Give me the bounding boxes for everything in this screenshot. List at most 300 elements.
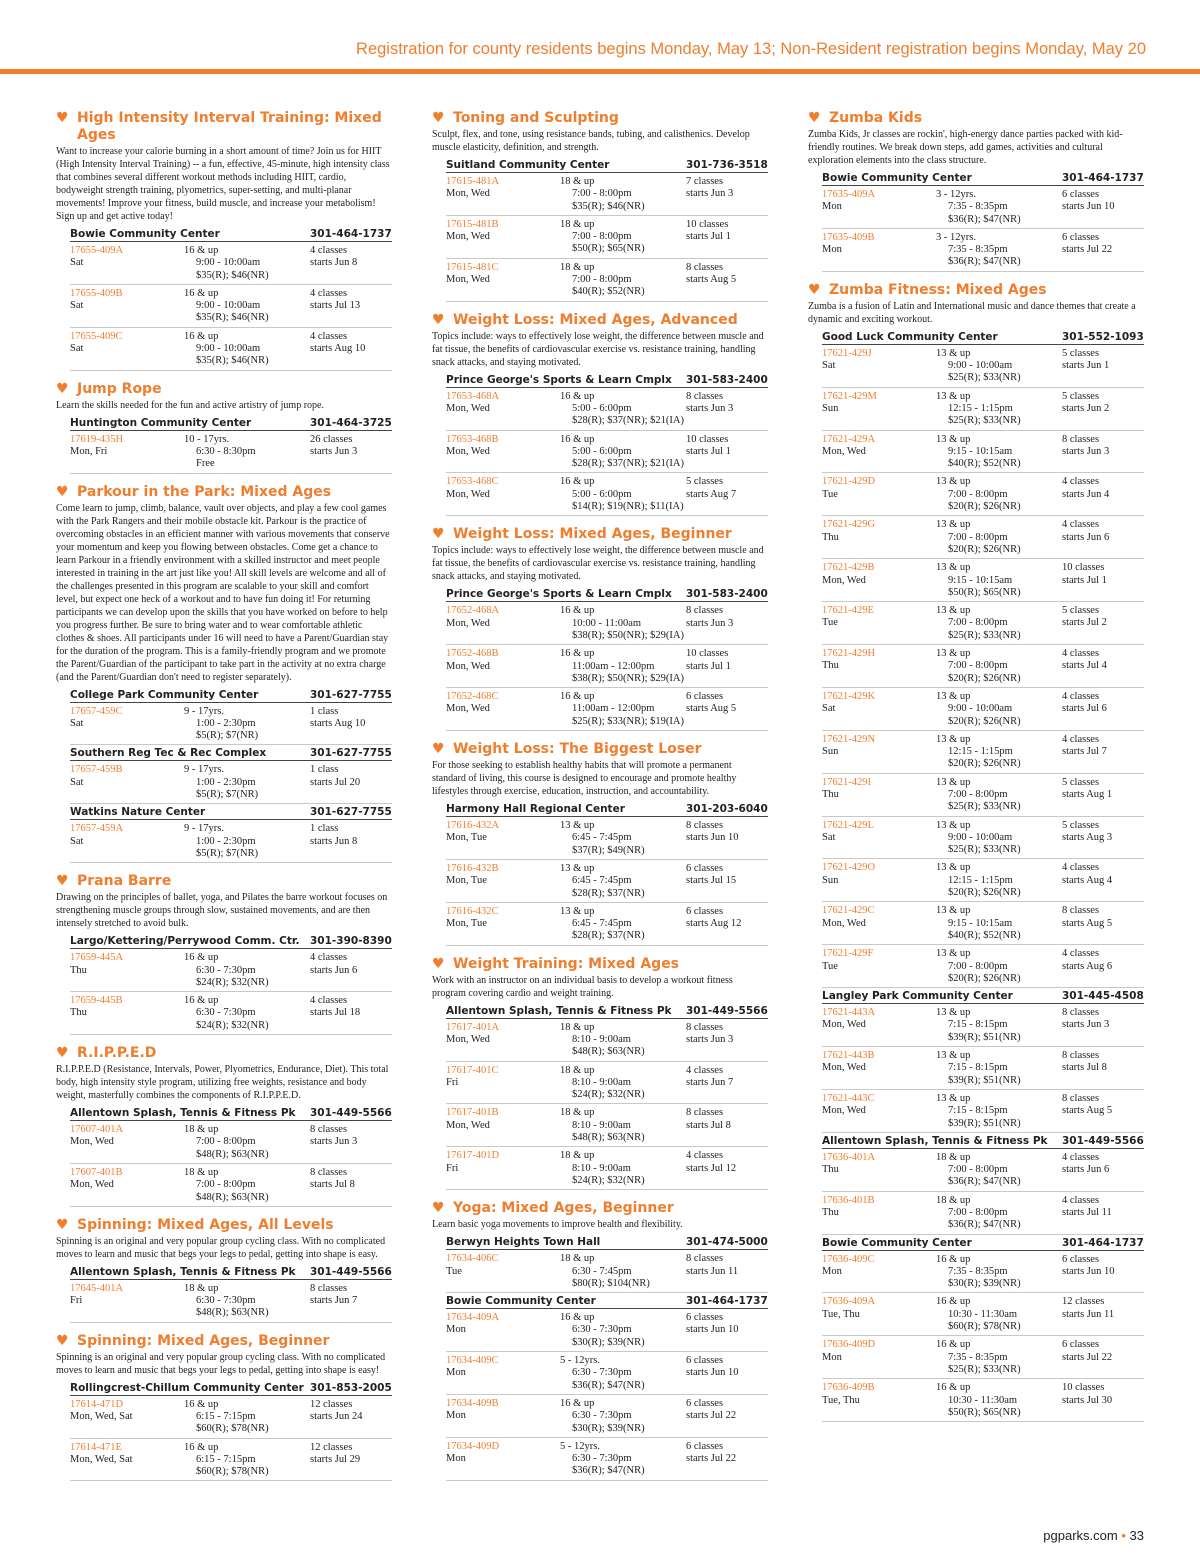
program-title xyxy=(56,873,392,890)
course-code[interactable]: 17607-401B xyxy=(70,1166,123,1178)
program-description: Work with an instructor on an individual basis to develop a workout fitness program covering cardio and weight training. xyxy=(432,974,733,999)
age-range: 13 & up xyxy=(936,562,971,574)
course-code[interactable]: 17635-409A xyxy=(822,189,876,200)
class-detail-cell xyxy=(184,706,310,743)
program-name: Toning and Sculpting xyxy=(453,110,619,126)
program-description: Sculpt, flex, and tone, using resistance bands, tubing, and calisthenics. Develop muscle elasticity, definition, and strength. xyxy=(432,129,750,153)
course-code[interactable]: 17621-429B xyxy=(822,562,875,574)
start-date: starts Jun 6 xyxy=(310,964,358,976)
course-code[interactable]: 17621-429N xyxy=(822,733,876,745)
class-id-cell xyxy=(446,605,560,642)
program-title xyxy=(808,110,1144,127)
class-time: 7:00 - 8:00pm xyxy=(572,188,632,200)
age-range: 3 - 12yrs. xyxy=(936,231,976,243)
heart-icon: ♥ xyxy=(432,311,445,328)
class-days: Fri xyxy=(70,1295,83,1307)
course-code[interactable]: 17617-401B xyxy=(446,1107,499,1119)
venue-header xyxy=(822,329,1144,345)
class-row xyxy=(70,703,392,746)
class-detail-cell xyxy=(184,764,310,801)
class-row xyxy=(446,1395,768,1438)
class-row xyxy=(446,1147,768,1190)
class-detail-cell xyxy=(936,948,1062,985)
class-detail-cell xyxy=(936,562,1062,599)
venue-phone: 301-464-1737 xyxy=(310,228,392,240)
class-days: Mon, Fri xyxy=(70,445,108,457)
start-date: starts Jun 7 xyxy=(310,1295,358,1307)
class-schedule-cell xyxy=(686,1107,768,1144)
class-time: 11:00am - 12:00pm xyxy=(572,660,655,672)
program-name: Spinning: Mixed Ages, All Levels xyxy=(77,1216,334,1233)
class-id-cell xyxy=(822,1339,936,1376)
class-time: 6:45 - 7:45pm xyxy=(572,918,632,930)
class-fee: $36(R); $47(NR) xyxy=(948,213,1021,225)
class-fee: $24(R); $32(NR) xyxy=(196,1019,269,1031)
class-fee: $5(R); $7(NR) xyxy=(196,847,259,859)
class-fee: $20(R); $26(NR) xyxy=(948,887,1021,899)
course-code[interactable]: 17657-459B xyxy=(70,764,123,776)
course-code[interactable]: 17621-429E xyxy=(822,605,874,617)
class-count: 1 class xyxy=(310,823,339,835)
program-section xyxy=(56,1217,392,1323)
age-range: 3 - 12yrs. xyxy=(936,189,976,200)
class-count: 8 classes xyxy=(686,1107,724,1119)
class-days: Fri xyxy=(446,1162,459,1174)
class-detail-cell xyxy=(936,434,1062,471)
age-range: 16 & up xyxy=(184,245,219,256)
class-row xyxy=(70,1164,392,1207)
course-code[interactable]: 17653-468A xyxy=(446,390,500,402)
class-detail-cell xyxy=(184,434,310,471)
class-id-cell xyxy=(822,1296,936,1333)
class-time: 7:35 - 8:35pm xyxy=(948,1351,1008,1363)
class-detail-cell xyxy=(560,1355,686,1392)
course-code[interactable]: 17619-435H xyxy=(70,433,124,445)
course-code[interactable]: 17655-409C xyxy=(70,330,123,342)
class-time: 10:30 - 11:30am xyxy=(948,1308,1018,1320)
venue-name: Berwyn Heights Town Hall xyxy=(446,1236,601,1249)
course-code[interactable]: 17621-429C xyxy=(822,905,875,917)
class-fee: $38(R); $50(NR); $29(IA) xyxy=(572,672,684,684)
course-code[interactable]: 17636-401A xyxy=(822,1151,876,1163)
course-code[interactable]: 17652-468C xyxy=(446,691,499,703)
course-code[interactable]: 17621-429D xyxy=(822,476,876,488)
class-detail-cell xyxy=(560,605,686,642)
class-row xyxy=(446,1250,768,1293)
class-schedule-cell xyxy=(1062,1152,1144,1189)
class-row xyxy=(446,1352,768,1395)
age-range: 13 & up xyxy=(936,776,971,788)
course-code[interactable]: 17621-429H xyxy=(822,648,876,660)
course-code[interactable]: 17635-409B xyxy=(822,231,875,243)
class-days: Thu xyxy=(70,1007,87,1019)
course-code[interactable]: 17621-429I xyxy=(822,776,871,788)
course-code[interactable]: 17621-429J xyxy=(822,347,872,359)
program-section xyxy=(432,1200,768,1480)
class-row xyxy=(446,173,768,216)
venue-table xyxy=(446,372,768,517)
age-range: 18 & up xyxy=(936,1151,971,1163)
age-range: 18 & up xyxy=(560,1021,595,1033)
class-row xyxy=(822,817,1144,860)
class-detail-cell xyxy=(936,734,1062,771)
program-description: Come learn to jump, climb, balance, vault over objects, and play a few cool games with the Park Rangers and their mobile obstacle kit. Parkour is the practice of overcoming obstacles in an efficient manner with various movements that conserve your momentum and keep you flowing between obstacles. Come get a chance to learn Parkour in a friendly environment with a skilled instructor and meet people interested in training in the art just like you! All skill levels are welcome and all of the challenges presented in this program are scalable to your skill and comfort level, but expect one heck of a workout and to have fun doing it! For returning participants we can develop upon the skills that you have worked on before to help you progress further. Be sure to bring water and to wear comfortable athletic clothes & shoes. All participants under 16 will need to have a Parent/Guardian stay for the duration of the program. This is a family-friendly program and we promote the Parent/Guardian of the participant to take part in the activity at no extra charge (and the Parent/Guardian don't need to register separately). xyxy=(56,502,390,683)
venue-header xyxy=(70,687,392,703)
course-code[interactable]: 17607-401A xyxy=(70,1124,124,1136)
class-schedule-cell xyxy=(310,245,392,282)
venue-name: Prince George's Sports & Learn Cmplx xyxy=(446,588,672,601)
class-days: Mon, Wed xyxy=(822,1019,866,1031)
class-days: Sun xyxy=(822,746,839,758)
class-detail-cell xyxy=(184,1399,310,1436)
age-range: 16 & up xyxy=(184,1441,219,1453)
class-row xyxy=(822,1004,1144,1047)
venue-table xyxy=(446,801,768,946)
class-row xyxy=(446,1062,768,1105)
heart-icon: ♥ xyxy=(56,1045,69,1062)
course-code[interactable]: 17655-409B xyxy=(70,287,123,299)
class-row xyxy=(822,229,1144,272)
start-date: starts Jun 6 xyxy=(1062,1164,1110,1176)
class-count: 4 classes xyxy=(686,1064,724,1076)
class-schedule-cell xyxy=(1062,948,1144,985)
course-code[interactable]: 17621-443C xyxy=(822,1092,875,1104)
class-count: 12 classes xyxy=(1062,1296,1105,1308)
course-code[interactable]: 17614-471D xyxy=(70,1398,124,1410)
class-days: Mon, Wed xyxy=(446,1033,490,1045)
start-date: starts Jul 15 xyxy=(686,875,737,887)
class-row xyxy=(70,1280,392,1323)
start-date: starts Aug 4 xyxy=(1062,874,1113,886)
class-days: Mon, Wed xyxy=(70,1136,114,1148)
course-code[interactable]: 17614-471E xyxy=(70,1441,122,1453)
age-range: 16 & up xyxy=(936,1382,971,1394)
class-time: 7:00 - 8:00pm xyxy=(948,1207,1008,1218)
class-time: 7:00 - 8:00pm xyxy=(948,617,1008,629)
class-detail-cell xyxy=(560,262,686,299)
class-count: 4 classes xyxy=(310,952,348,964)
course-code[interactable]: 17621-429M xyxy=(822,390,877,402)
class-id-cell xyxy=(446,1150,560,1187)
class-id-cell xyxy=(446,1065,560,1102)
program-description: For those seeking to establish healthy habits that will promote a permanent standard of living, this course is designed to encourage and promote healthy lifestyles through exercise, education, instruction, and accountability. xyxy=(432,760,737,798)
class-count: 1 class xyxy=(310,764,339,776)
class-days: Mon, Wed, Sat xyxy=(70,1410,133,1422)
course-code[interactable]: 17615-481A xyxy=(446,176,500,187)
course-code[interactable]: 17652-468B xyxy=(446,648,499,660)
age-range: 16 & up xyxy=(936,1296,971,1308)
column-left xyxy=(56,110,392,1491)
age-range: 13 & up xyxy=(560,820,595,832)
venue-header xyxy=(70,745,392,761)
class-days: Sat xyxy=(70,717,84,729)
venue-table xyxy=(70,415,392,474)
class-days: Sat xyxy=(70,343,84,355)
class-fee: $30(R); $39(NR) xyxy=(572,1336,645,1348)
class-days: Mon xyxy=(446,1367,466,1379)
start-date: starts Jun 7 xyxy=(686,1076,734,1088)
class-time: 9:00 - 10:00am xyxy=(948,703,1013,715)
class-detail-cell xyxy=(560,1398,686,1435)
class-count: 4 classes xyxy=(310,995,348,1007)
course-code[interactable]: 17616-432B xyxy=(446,862,499,874)
start-date: starts Jul 8 xyxy=(310,1179,355,1191)
class-count: 8 classes xyxy=(1062,1050,1100,1062)
class-days: Tue xyxy=(446,1265,462,1277)
class-row xyxy=(70,820,392,863)
class-schedule-cell xyxy=(310,1167,392,1204)
class-days: Sun xyxy=(822,402,839,414)
class-count: 10 classes xyxy=(686,433,729,445)
class-time: 7:00 - 8:00pm xyxy=(948,1164,1008,1176)
class-fee: $50(R); $65(NR) xyxy=(948,586,1021,598)
class-time: 6:30 - 7:30pm xyxy=(572,1410,632,1422)
age-range: 16 & up xyxy=(560,648,595,660)
course-code[interactable]: 17645-401A xyxy=(70,1282,124,1294)
class-schedule-cell xyxy=(1062,862,1144,899)
class-id-cell xyxy=(70,995,184,1032)
class-detail-cell xyxy=(936,1339,1062,1376)
course-code[interactable]: 17659-445A xyxy=(70,952,124,964)
class-detail-cell xyxy=(184,331,310,368)
age-range: 16 & up xyxy=(560,605,595,617)
course-code[interactable]: 17655-409A xyxy=(70,245,124,256)
heart-icon: ♥ xyxy=(56,1216,69,1233)
course-code[interactable]: 17616-432A xyxy=(446,820,500,832)
class-id-cell xyxy=(822,948,936,985)
start-date: starts Jul 6 xyxy=(1062,703,1107,715)
course-code[interactable]: 17621-443B xyxy=(822,1050,875,1062)
class-time: 7:00 - 8:00pm xyxy=(948,660,1008,672)
class-fee: $28(R); $37(NR); $21(IA) xyxy=(572,415,684,427)
class-schedule-cell xyxy=(1062,189,1144,226)
class-count: 8 classes xyxy=(1062,1092,1100,1104)
program-description: R.I.P.P.E.D (Resistance, Intervals, Power, Plyometrics, Endurance, Diet). This total body, high intensity style program, utilizing free weights, resistance and body weight, masterfully combines the components of R.I.P.P.E.D. xyxy=(56,1064,389,1102)
class-schedule-cell xyxy=(686,1441,768,1478)
start-date: starts Jun 8 xyxy=(310,257,358,269)
class-id-cell xyxy=(70,434,184,471)
class-days: Mon, Wed xyxy=(446,488,490,500)
class-row xyxy=(70,431,392,474)
course-code[interactable]: 17653-468C xyxy=(446,476,499,488)
class-detail-cell xyxy=(560,476,686,513)
course-code[interactable]: 17652-468A xyxy=(446,605,500,617)
class-id-cell xyxy=(822,1195,936,1232)
venue-phone: 301-627-7755 xyxy=(310,747,392,760)
class-detail-cell xyxy=(936,820,1062,857)
class-detail-cell xyxy=(184,952,310,989)
course-code[interactable]: 17616-432C xyxy=(446,905,499,917)
start-date: starts Jul 2 xyxy=(1062,617,1107,629)
class-days: Tue xyxy=(822,617,838,629)
course-code[interactable]: 17621-443A xyxy=(822,1007,876,1019)
class-time: 6:30 - 7:30pm xyxy=(572,1367,632,1379)
class-fee: $35(R); $46(NR) xyxy=(196,355,269,367)
class-days: Mon, Wed, Sat xyxy=(70,1453,133,1465)
start-date: starts Jul 8 xyxy=(686,1119,731,1131)
start-date: starts Jun 8 xyxy=(310,835,358,847)
class-days: Mon xyxy=(822,201,842,213)
class-fee: $36(R); $47(NR) xyxy=(948,256,1021,268)
class-fee: Free xyxy=(196,458,215,470)
course-code[interactable]: 17615-481B xyxy=(446,218,499,230)
site-url[interactable]: pgparks.com xyxy=(1043,1528,1118,1543)
class-fee: $25(R); $33(NR) xyxy=(948,844,1021,856)
class-count: 10 classes xyxy=(1062,1382,1105,1394)
age-range: 13 & up xyxy=(936,433,971,445)
class-count: 6 classes xyxy=(1062,231,1100,243)
age-range: 13 & up xyxy=(936,476,971,488)
course-code[interactable]: 17634-406C xyxy=(446,1253,499,1265)
start-date: starts Jun 3 xyxy=(310,445,358,457)
course-code[interactable]: 17634-409D xyxy=(446,1440,500,1452)
class-row xyxy=(822,1047,1144,1090)
course-code[interactable]: 17621-429O xyxy=(822,862,876,874)
footer-separator: • xyxy=(1121,1528,1126,1543)
course-code[interactable]: 17621-429L xyxy=(822,819,874,831)
class-detail-cell xyxy=(184,1167,310,1204)
start-date: starts Jul 20 xyxy=(310,776,361,788)
class-days: Thu xyxy=(822,788,839,800)
course-code[interactable]: 17636-409A xyxy=(822,1296,876,1308)
course-code[interactable]: 17657-459A xyxy=(70,823,124,835)
class-schedule-cell xyxy=(1062,1093,1144,1130)
class-schedule-cell xyxy=(686,1022,768,1059)
course-code[interactable]: 17621-429F xyxy=(822,948,874,960)
program-name: Yoga: Mixed Ages, Beginner xyxy=(453,1200,674,1217)
class-time: 7:15 - 8:15pm xyxy=(948,1105,1008,1117)
start-date: starts Aug 10 xyxy=(310,717,366,729)
class-detail-cell xyxy=(560,691,686,728)
class-detail-cell xyxy=(936,777,1062,814)
class-time: 6:30 - 7:30pm xyxy=(196,964,256,976)
class-count: 4 classes xyxy=(310,245,348,256)
course-code[interactable]: 17617-401A xyxy=(446,1021,500,1033)
venue-header xyxy=(822,170,1144,186)
class-days: Mon, Wed xyxy=(70,1179,114,1191)
class-row xyxy=(446,259,768,302)
course-code[interactable]: 17621-429A xyxy=(822,433,876,445)
class-days: Sat xyxy=(70,835,84,847)
age-range: 13 & up xyxy=(936,605,971,617)
program-name: Weight Training: Mixed Ages xyxy=(453,955,680,972)
class-id-cell xyxy=(446,391,560,428)
heart-icon: ♥ xyxy=(56,380,69,397)
class-detail-cell xyxy=(560,176,686,213)
course-code[interactable]: 17657-459C xyxy=(70,705,123,717)
class-count: 6 classes xyxy=(686,1355,724,1367)
class-schedule-cell xyxy=(1062,348,1144,385)
course-code[interactable]: 17636-409B xyxy=(822,1382,875,1394)
class-detail-cell xyxy=(936,232,1062,269)
class-row xyxy=(822,345,1144,388)
class-fee: $50(R); $65(NR) xyxy=(948,1406,1021,1418)
class-schedule-cell xyxy=(686,434,768,471)
class-schedule-cell xyxy=(310,1283,392,1320)
class-row xyxy=(446,1104,768,1147)
class-fee: $20(R); $26(NR) xyxy=(948,715,1021,727)
column-middle xyxy=(432,110,768,1491)
class-id-cell xyxy=(446,863,560,900)
age-range: 16 & up xyxy=(184,330,219,342)
course-code[interactable]: 17621-429G xyxy=(822,519,876,531)
venue-phone: 301-390-8390 xyxy=(310,935,392,948)
start-date: starts Aug 5 xyxy=(1062,917,1113,929)
class-schedule-cell xyxy=(686,820,768,857)
heart-icon: ♥ xyxy=(56,110,69,126)
class-schedule-cell xyxy=(686,1398,768,1435)
course-code[interactable]: 17636-401B xyxy=(822,1194,875,1206)
course-code[interactable]: 17621-429K xyxy=(822,690,876,702)
class-fee: $40(R); $52(NR) xyxy=(572,286,645,298)
class-fee: $20(R); $26(NR) xyxy=(948,501,1021,513)
class-id-cell xyxy=(822,1093,936,1130)
class-detail-cell xyxy=(936,476,1062,513)
class-days: Sat xyxy=(70,257,84,269)
class-time: 6:30 - 7:30pm xyxy=(196,1295,256,1307)
course-code[interactable]: 17653-468B xyxy=(446,433,499,445)
class-time: 12:15 - 1:15pm xyxy=(948,402,1013,414)
venue-phone: 301-449-5566 xyxy=(310,1265,392,1278)
class-id-cell xyxy=(70,245,184,282)
class-time: 7:00 - 8:00pm xyxy=(572,274,632,286)
age-range: 13 & up xyxy=(936,819,971,831)
course-code[interactable]: 17615-481C xyxy=(446,261,499,273)
class-id-cell xyxy=(822,1382,936,1419)
program-section xyxy=(56,484,392,864)
class-detail-cell xyxy=(936,1382,1062,1419)
venue-table xyxy=(70,1105,392,1207)
class-id-cell xyxy=(70,952,184,989)
class-schedule-cell xyxy=(686,391,768,428)
age-range: 13 & up xyxy=(936,948,971,960)
age-range: 18 & up xyxy=(560,218,595,230)
course-code[interactable]: 17634-409A xyxy=(446,1312,500,1324)
class-detail-cell xyxy=(184,995,310,1032)
page-number: 33 xyxy=(1129,1528,1144,1543)
class-count: 5 classes xyxy=(1062,390,1100,402)
course-code[interactable]: 17634-409B xyxy=(446,1397,499,1409)
course-code[interactable]: 17634-409C xyxy=(446,1355,499,1367)
course-code[interactable]: 17659-445B xyxy=(70,995,123,1007)
course-code[interactable]: 17636-409D xyxy=(822,1339,876,1351)
start-date: starts Jul 1 xyxy=(686,445,731,457)
start-date: starts Jul 22 xyxy=(1062,1351,1113,1363)
start-date: starts Jun 3 xyxy=(686,402,734,414)
course-code[interactable]: 17636-409C xyxy=(822,1253,875,1265)
start-date: starts Jul 1 xyxy=(686,231,731,243)
venue-name: Prince George's Sports & Learn Cmplx xyxy=(446,373,672,386)
class-row xyxy=(822,1293,1144,1336)
class-detail-cell xyxy=(560,1107,686,1144)
class-fee: $36(R); $47(NR) xyxy=(572,1465,645,1477)
class-row xyxy=(822,1379,1144,1422)
class-row xyxy=(822,1251,1144,1294)
class-days: Thu xyxy=(822,1207,839,1218)
program-title xyxy=(432,526,768,543)
class-row xyxy=(70,242,392,285)
start-date: starts Jul 22 xyxy=(686,1453,737,1465)
age-range: 13 & up xyxy=(560,905,595,917)
course-code[interactable]: 17617-401D xyxy=(446,1150,500,1162)
class-row xyxy=(822,559,1144,602)
course-code[interactable]: 17617-401C xyxy=(446,1064,499,1076)
class-id-cell xyxy=(822,1007,936,1044)
class-time: 9:15 - 10:15am xyxy=(948,917,1013,929)
class-detail-cell xyxy=(936,189,1062,226)
program-name: Zumba Kids xyxy=(829,110,923,126)
class-id-cell xyxy=(822,232,936,269)
